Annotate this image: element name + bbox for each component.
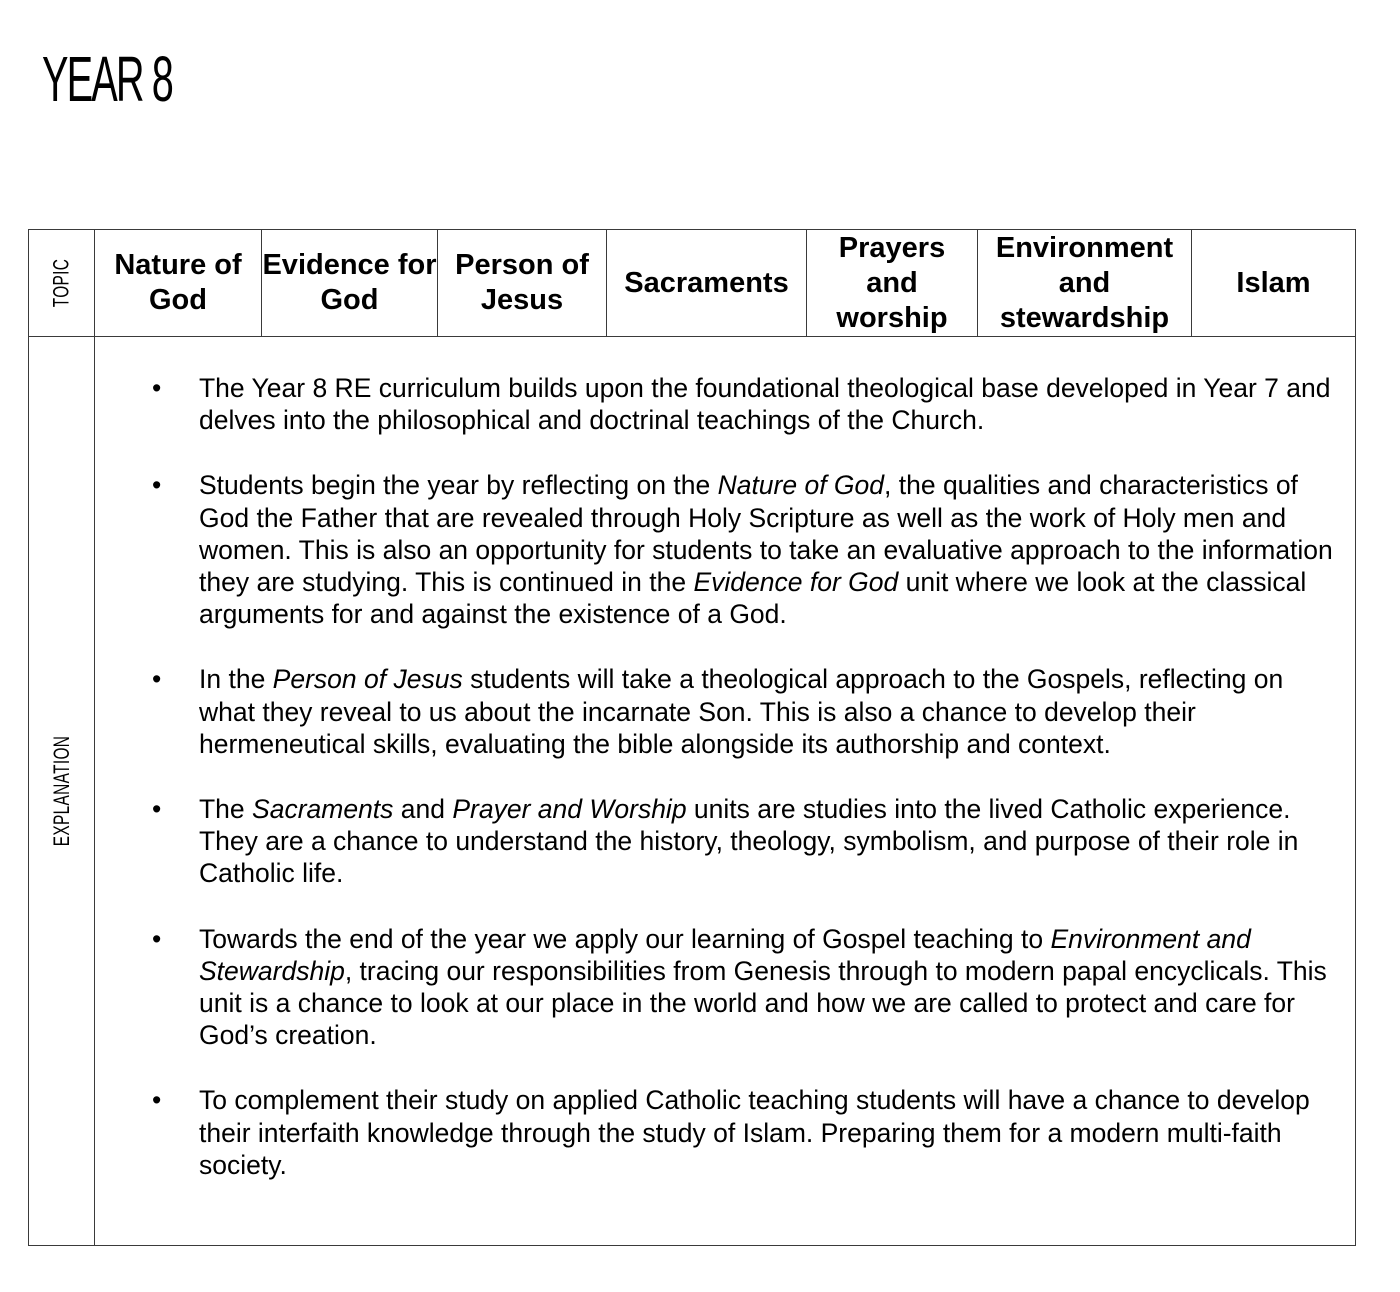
emphasized-unit-name: Evidence for God [693,567,899,598]
explanation-text-run: units are studies into the lived Catholic experience. They are a chance to understand the history, theology, symbolism, and purpose of their role in Catholic life. [199,794,1299,889]
explanation-text-run: The [199,794,253,825]
bullet-icon: • [152,470,162,501]
explanation-bullet-text [199,663,1345,760]
row-divider [29,336,1355,337]
explanation-bullet-item [140,793,1345,890]
explanation-bullet-item [140,372,1345,436]
bullet-icon: • [152,373,162,403]
bullet-icon: • [152,1085,162,1116]
explanation-bullet-item [140,663,1345,760]
bullet-icon: • [152,794,162,825]
explanation-row-label-text: EXPLANATION [49,735,75,846]
explanation-text-run: To complement their study on applied Catholic teaching students will have a chance to develop their interfaith knowledge through the study of Islam. Preparing them for a modern multi-faith society. [199,1085,1310,1180]
topic-header-cell: Prayers and worship [836,231,948,334]
emphasized-unit-name: Environment and Stewardship [199,923,1251,986]
explanation-text-run: students will take a theological approach to the Gospels, reflecting on what they reveal to us about the incarnate Son. This is also a chance to develop their hermeneutical skills, evaluating the bible alongside its authorship and context. [199,664,1284,759]
topic-header-cell: Nature of God [114,249,242,316]
explanation-bullet-text [199,793,1345,890]
explanation-text-run: , tracing our responsibilities from Genesis through to modern papal encyclicals. This unit is a chance to look at our place in the world and how we are called to protect and care for God’s creation. [199,955,1327,1051]
explanation-bullet-text [199,372,1345,436]
bullet-icon: • [152,923,162,954]
emphasized-unit-name: Nature of God [717,470,885,501]
topic-header-cell: Environment and stewardship [995,231,1174,334]
explanation-bullet-text [199,1084,1345,1181]
explanation-text-run: Students begin the year by reflecting on the [199,470,718,501]
emphasized-unit-name: Prayer and Worship [452,794,687,825]
topic-header-cell: Islam [1236,266,1311,299]
explanation-bullet-text [199,469,1345,630]
explanation-text-run: and [393,794,453,825]
explanation-bullet-text [199,923,1345,1052]
emphasized-unit-name: Sacraments [252,794,394,825]
explanation-bullet-list [140,372,1345,1214]
explanation-text-run: , the qualities and characteristics of God the Father that are revealed through Holy Scripture as well as the work of Holy men and women. This is also an opportunity for students to take an evaluative approach to the information they are studying. This is continued in the [199,470,1333,598]
explanation-text-run: Towards the end of the year we apply our learning of Gospel teaching to [199,923,1051,954]
bullet-icon: • [152,664,162,695]
topic-row-label [29,230,95,336]
explanation-text-run: The Year 8 RE curriculum builds upon the foundational theological base developed in Year 7 and delves into the philosophical and doctrinal teachings of the Church. [199,373,1331,436]
topic-header-cell: Sacraments [624,266,789,299]
topic-header-cell: Evidence for God [262,249,437,316]
explanation-row-label [29,336,95,1245]
explanation-bullet-item [140,1084,1345,1181]
page-title: YEAR 8 [42,43,172,115]
topic-row-label-text: TOPIC [49,258,75,308]
emphasized-unit-name: Person of Jesus [272,664,463,695]
explanation-text-run: In the [199,664,273,695]
explanation-bullet-item [140,469,1345,630]
explanation-text-run: unit where we look at the classical arguments for and against the existence of a God. [199,567,1307,630]
topic-header-cell: Person of Jesus [455,249,589,316]
explanation-bullet-item [140,923,1345,1052]
